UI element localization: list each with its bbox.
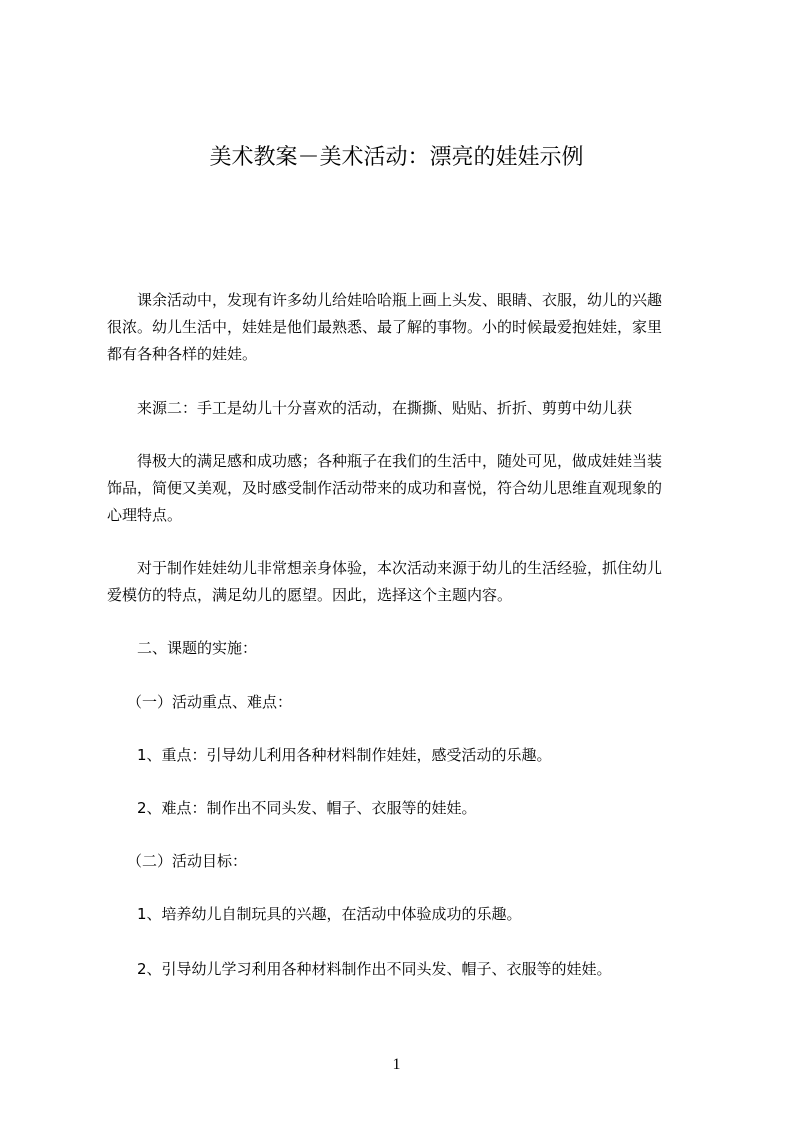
paragraph-line: 爱模仿的特点，满足幼儿的愿望。因此，选择这个主题内容。 <box>107 586 513 604</box>
paragraph-line: 心理特点。 <box>107 506 183 524</box>
list-item-text: 1、培养幼儿自制玩具的兴趣，在活动中体验成功的乐趣。 <box>137 905 522 923</box>
heading-text: （一）活动重点、难点： <box>127 693 293 711</box>
paragraph-topic-choice <box>107 555 703 609</box>
paragraph-line: 课余活动中，发现有许多幼儿给娃哈哈瓶上画上头发、眼睛、衣服，幼儿的兴趣 <box>137 291 663 309</box>
list-item-text: 2、难点：制作出不同头发、帽子、衣服等的娃娃。 <box>137 799 477 817</box>
page-number: 1 <box>392 1056 401 1073</box>
paragraph-line: 来源二：手工是幼儿十分喜欢的活动，在撕撕、贴贴、折折、剪剪中幼儿获 <box>137 399 633 417</box>
heading-text: 二、课题的实施： <box>137 639 258 657</box>
list-item-key-point <box>107 742 703 769</box>
list-item-goal-2 <box>107 956 703 983</box>
paragraph-line: 饰品，简便又美观，及时感受制作活动带来的成功和喜悦，符合幼儿思维直观现象的 <box>107 479 663 497</box>
section-heading-implementation <box>107 635 703 662</box>
subsection-heading-key-points <box>107 689 703 716</box>
list-item-text: 2、引导幼儿学习利用各种材料制作出不同头发、帽子、衣服等的娃娃。 <box>137 960 612 978</box>
paragraph-line: 得极大的满足感和成功感；各种瓶子在我们的生活中，随处可见，做成娃娃当装 <box>137 452 663 470</box>
list-item-goal-1 <box>107 901 703 928</box>
heading-text: （二）活动目标： <box>127 852 248 870</box>
paragraph-line: 都有各种各样的娃娃。 <box>107 345 258 363</box>
paragraph-source-two <box>107 395 703 422</box>
page-title: 美术教案－美术活动：漂亮的娃娃示例 <box>209 145 584 170</box>
subsection-heading-goals <box>107 848 703 875</box>
list-item-text: 1、重点：引导幼儿利用各种材料制作娃娃，感受活动的乐趣。 <box>137 746 552 764</box>
paragraph-line: 很浓。幼儿生活中，娃娃是他们最熟悉、最了解的事物。小的时候最爱抱娃娃，家里 <box>107 318 663 336</box>
paragraph-activity-origin <box>107 287 703 368</box>
paragraph-line: 对于制作娃娃幼儿非常想亲身体验，本次活动来源于幼儿的生活经验，抓住幼儿 <box>137 559 663 577</box>
list-item-difficulty <box>107 795 703 822</box>
paragraph-satisfaction <box>107 448 703 529</box>
